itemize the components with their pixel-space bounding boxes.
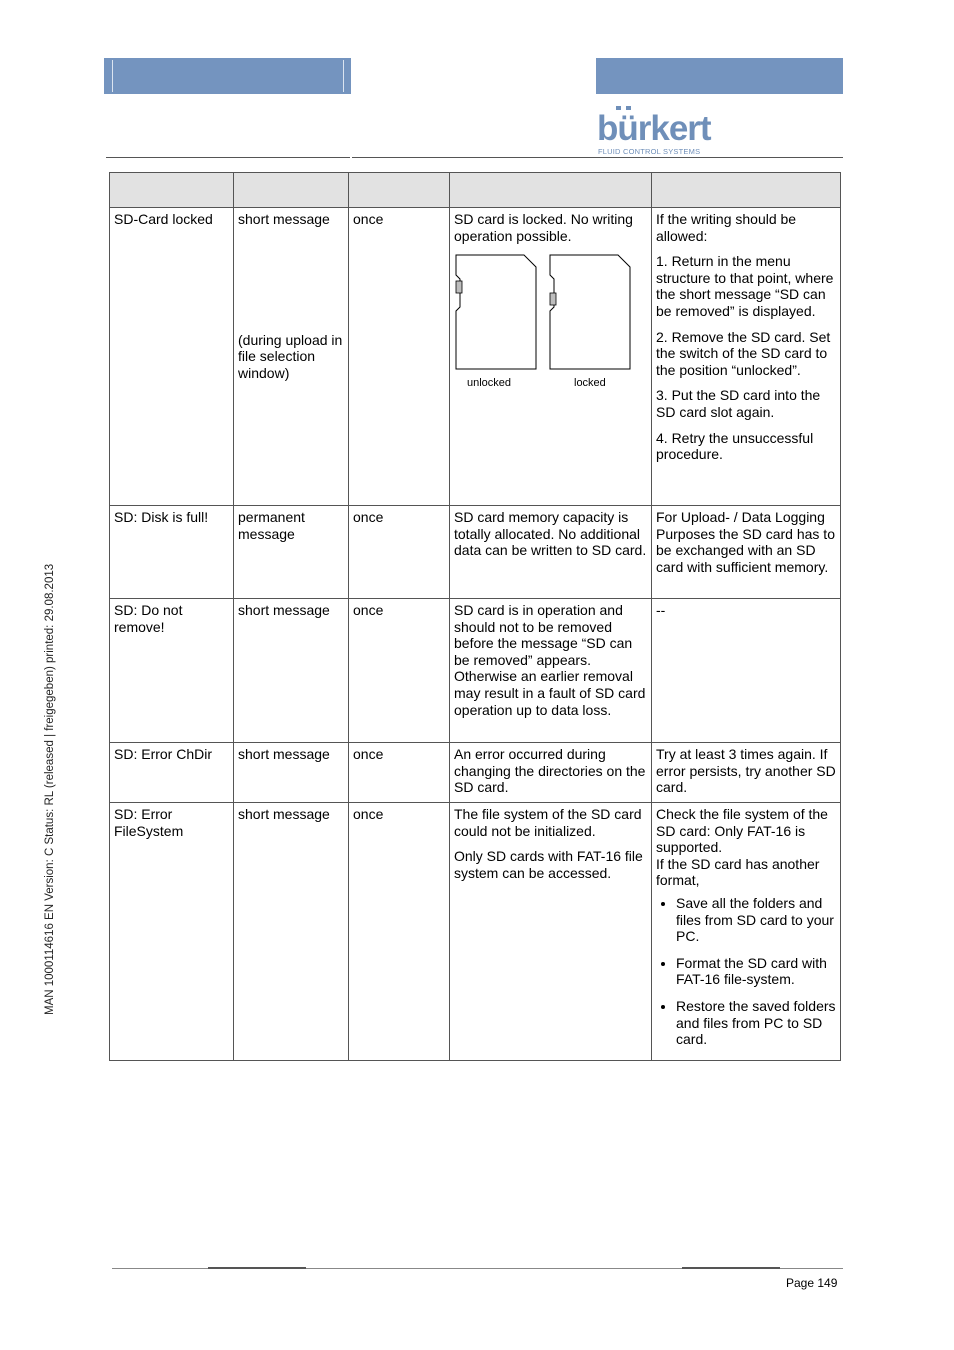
message-frequency: once [349, 208, 450, 506]
table-row [110, 599, 841, 743]
page-number: Page 149 [786, 1276, 838, 1290]
header-cell-3 [349, 173, 450, 208]
message-type [234, 208, 349, 506]
sd-card-figure [454, 253, 647, 389]
sd-card-unlocked-outline [456, 255, 536, 369]
message-type: short message [234, 743, 349, 803]
message-cause [450, 803, 652, 1061]
header-rule-left [106, 157, 350, 158]
action-list-item: • Restore the saved folders and files from PC to SD card. [676, 998, 836, 1048]
message-action [652, 803, 841, 1061]
logo-word: bürkert [597, 109, 711, 148]
cause-note: Only SD cards with FAT-16 file system can be accessed. [454, 848, 643, 881]
table-row [110, 803, 841, 1061]
action-step: 4. Retry the unsuccessful procedure. [656, 429, 814, 463]
action-step: 3. Put the SD card into the SD card slot again. [656, 387, 821, 420]
header-cell-2 [234, 173, 349, 208]
message-type: short message [234, 599, 349, 743]
document-side-info: MAN 1000114616 EN Version: C Status: RL (released | freigegeben) printed: 29.08.2013 [44, 563, 56, 1015]
message-frequency: once [349, 599, 450, 743]
sd-switch-unlocked [456, 281, 462, 293]
table-header-row [110, 173, 841, 208]
header-cell-1 [110, 173, 234, 208]
message-action: -- [652, 599, 841, 743]
table-row [110, 208, 841, 506]
message-type: permanent message [234, 506, 349, 599]
action-text: If the writing should be allowed: [656, 211, 797, 244]
message-type: short message [234, 803, 349, 1061]
cause-text: SD card is locked. No writing operation possible. [454, 211, 633, 244]
cause-text: The file system of the SD card could not be initialized. [454, 806, 642, 839]
message-frequency: once [349, 743, 450, 803]
logo-tagline: FLUID CONTROL SYSTEMS [598, 147, 701, 156]
message-table [109, 172, 841, 1061]
message-text: SD: Do not remove! [110, 599, 234, 743]
message-text: SD: Error FileSystem [110, 803, 234, 1061]
message-frequency: once [349, 506, 450, 599]
message-cause: SD card is in operation and should not to be removed before the message “SD can be removed” appears. Otherwise an earlier removal may result in a fault of SD card operation up to data loss. [450, 599, 652, 743]
message-cause: An error occurred during changing the directories on the SD card. [450, 743, 652, 803]
message-type-text: short message [238, 211, 330, 227]
label-unlocked: unlocked [467, 377, 512, 390]
message-frequency: once [349, 803, 450, 1061]
sd-card-icons [454, 253, 644, 373]
message-text: SD-Card locked [110, 208, 234, 506]
footer-rule-accent-left [208, 1267, 306, 1269]
message-text: SD: Error ChDir [110, 743, 234, 803]
header-bar-left [104, 58, 351, 94]
action-list-item: • Save all the folders and files from SD card to your PC. [676, 895, 836, 945]
action-text-2: If the SD card has another format, [656, 855, 820, 889]
message-text: SD: Disk is full! [110, 506, 234, 599]
table-row [110, 743, 841, 803]
action-list-item: • Format the SD card with FAT-16 file-system. [676, 955, 836, 988]
footer-rule-accent-right [682, 1267, 780, 1269]
table-row [110, 506, 841, 599]
header-bar-right [596, 58, 843, 94]
header-cell-5 [652, 173, 841, 208]
header-cell-4 [450, 173, 652, 208]
action-list [656, 895, 836, 1048]
action-text: Check the file system of the SD card: Only FAT-16 is supported. [656, 806, 828, 856]
sd-switch-locked [550, 293, 556, 305]
sd-card-locked-outline [550, 255, 630, 369]
burkert-logo [597, 106, 717, 156]
message-action [652, 208, 841, 506]
action-step: 2. Remove the SD card. Set the switch of the SD card to the position “unlocked”. [656, 328, 831, 378]
message-type-note: (during upload in file selection window) [238, 331, 343, 381]
message-action: For Upload- / Data Logging Purposes the SD card has to be exchanged with an SD card with sufficient memory. [652, 506, 841, 599]
message-cause [450, 208, 652, 506]
message-cause: SD card memory capacity is totally allocated. No additional data can be written to SD card. [450, 506, 652, 599]
action-step: 1. Return in the menu structure to that point, where the short message “SD can be removed” is displayed. [656, 253, 834, 319]
header-rule-right [352, 157, 843, 158]
label-locked: locked [574, 377, 606, 390]
message-action: Try at least 3 times again. If error persists, try another SD card. [652, 743, 841, 803]
